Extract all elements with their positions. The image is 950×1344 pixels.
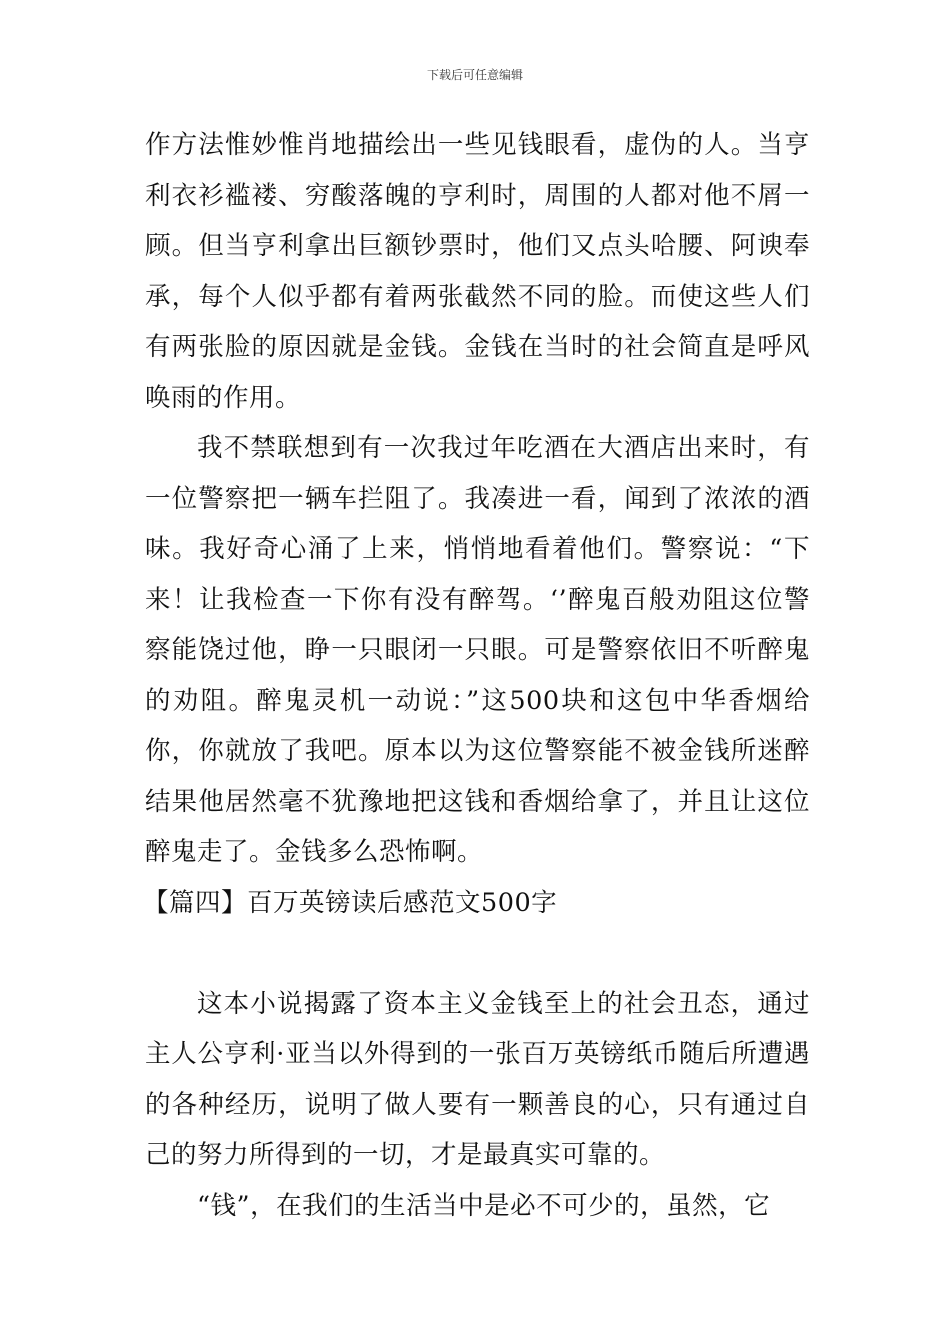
section-heading: 【篇四】百万英镑读后感范文500字: [143, 887, 558, 918]
paragraph-2: 我不禁联想到有一次我过年吃酒在大酒店出来时，有一位警察把一辆车拦阻了。我凑进一看，闻到了浓浓的酒味。我好奇心涌了上来，悄悄地看着他们。警察说：“下来！让我检查一下你有没有醉驾。‘’醉鬼百般劝阻这位警察能饶过他，睁一只眼闭一只眼。可是警察依旧不听醉鬼的劝阻。醉鬼灵机一动说：”这500块和这包中华香烟给你，你就放了我吧。原本以为这位警察能不被金钱所迷醉结果他居然毫不犹豫地把这钱和香烟给拿了，并且让这位醉鬼走了。金钱多么恐怖啊。: [145, 433, 810, 867]
blank-line: [145, 928, 810, 979]
paragraph-4: “钱”，在我们的生活当中是必不可少的，虽然，它: [197, 1190, 771, 1221]
paragraph-1: 作方法惟妙惟肖地描绘出一些见钱眼看，虚伪的人。当亨利衣衫褴褛、穷酸落魄的亨利时，周围的人都对他不屑一顾。但当亨利拿出巨额钞票时，他们又点头哈腰、阿谀奉承，每个人似乎都有着两张截然不同的脸。而使这些人们有两张脸的原因就是金钱。金钱在当时的社会简直是呼风唤雨的作用。: [145, 130, 810, 413]
page-header-note: 下载后可任意编辑: [426, 68, 523, 82]
paragraph-3: 这本小说揭露了资本主义金钱至上的社会丑态，通过主人公亨利·亚当以外得到的一张百万英镑纸币随后所遭遇的各种经历，说明了做人要有一颗善良的心，只有通过自己的努力所得到的一切，才是最真实可靠的。: [145, 988, 810, 1170]
document-body: [145, 120, 810, 1231]
